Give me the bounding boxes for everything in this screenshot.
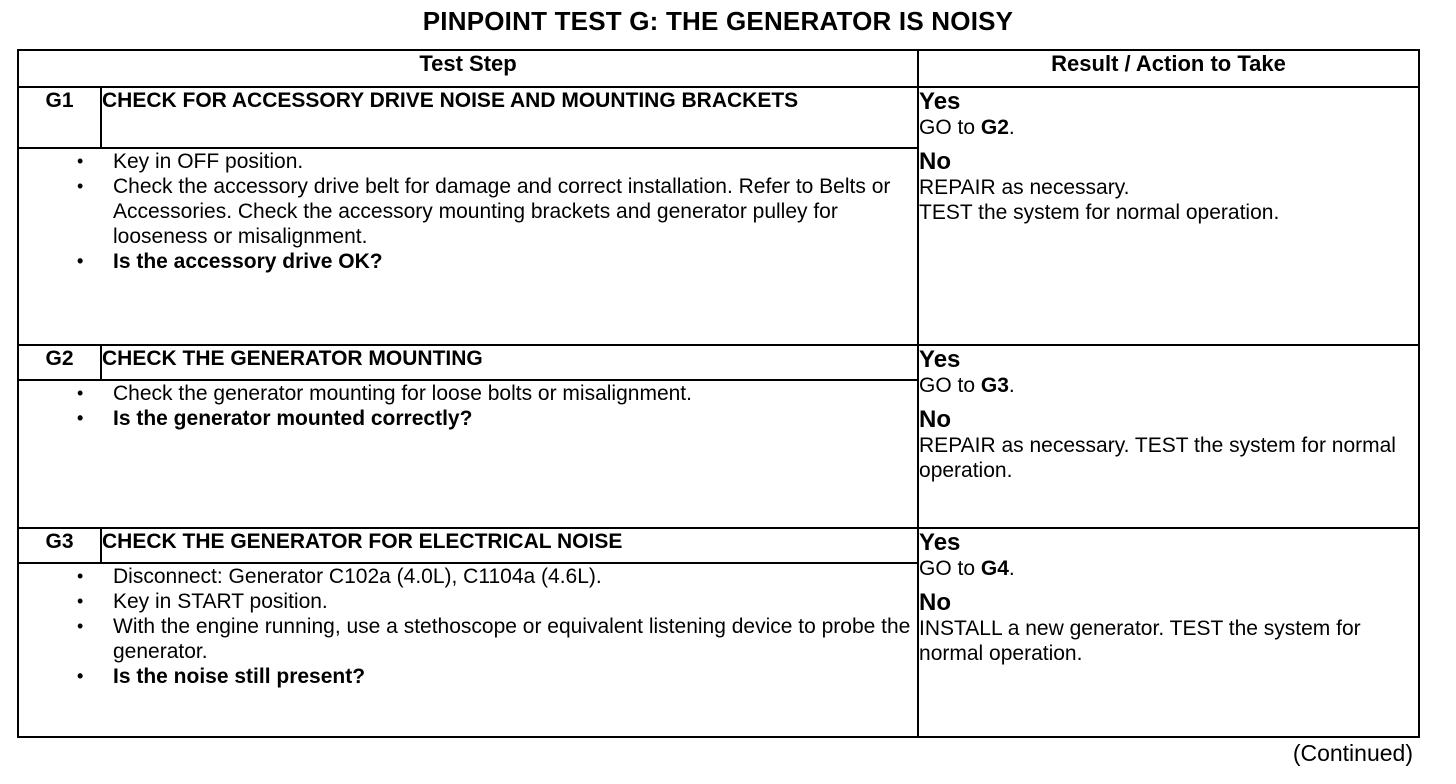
yes-target: G2	[980, 116, 1009, 139]
step-question: • Is the generator mounted correctly?	[113, 406, 917, 431]
yes-action: GO to G4.	[919, 557, 1015, 580]
yes-label: Yes	[919, 529, 961, 556]
continued-note: (Continued)	[1292, 740, 1413, 766]
no-label: No	[919, 589, 952, 616]
result-header: Result / Action to Take	[918, 50, 1419, 87]
bullet-item: • With the engine running, use a stethoscope or equivalent listening device to probe the generator.	[113, 614, 917, 664]
bullet-item: • Key in OFF position.	[113, 149, 917, 174]
step-id: G3	[18, 528, 101, 563]
test-step-header: Test Step	[18, 50, 918, 87]
yes-action-text: GO to	[919, 374, 976, 397]
page-title: PINPOINT TEST G: THE GENERATOR IS NOISY	[422, 6, 1014, 36]
step-result	[918, 345, 1419, 528]
yes-target: G3	[980, 374, 1009, 397]
no-label: No	[919, 148, 952, 175]
bullet-item: • Check the generator mounting for loose bolts or misalignment.	[113, 381, 917, 406]
step-body	[18, 380, 918, 528]
step-title-row	[18, 87, 1419, 148]
header-row	[18, 50, 1419, 87]
no-action: REPAIR as necessary. TEST the system for normal operation.	[919, 434, 1396, 482]
step-title-row	[18, 345, 1419, 380]
step-id: G2	[18, 345, 101, 380]
step-body	[18, 148, 918, 345]
step-id: G1	[18, 87, 101, 148]
step-title: CHECK THE GENERATOR FOR ELECTRICAL NOISE	[101, 528, 918, 563]
step-body	[18, 563, 918, 737]
step-question: • Is the noise still present?	[113, 664, 917, 689]
bullet-item: • Key in START position.	[113, 589, 917, 614]
yes-action: GO to G3.	[919, 374, 1015, 397]
no-action: REPAIR as necessary.	[919, 176, 1130, 199]
no-action: INSTALL a new generator. TEST the system for normal operation.	[919, 617, 1361, 665]
step-title: CHECK THE GENERATOR MOUNTING	[101, 345, 918, 380]
step-bullets	[19, 381, 917, 431]
pinpoint-test-table	[17, 49, 1420, 738]
step-title: CHECK FOR ACCESSORY DRIVE NOISE AND MOUNTING BRACKETS	[101, 87, 918, 148]
bullet-item: • Check the accessory drive belt for damage and correct installation. Refer to Belts or Accessories. Check the accessory mounting brackets and generator pulley for looseness or misalignment.	[113, 174, 917, 249]
yes-action-text: GO to	[919, 557, 976, 580]
step-result	[918, 87, 1419, 345]
yes-action-text: GO to	[919, 116, 976, 139]
yes-label: Yes	[919, 88, 961, 115]
step-bullets	[19, 564, 917, 689]
yes-target: G4	[980, 557, 1009, 580]
bullet-item: • Disconnect: Generator C102a (4.0L), C1104a (4.6L).	[113, 564, 917, 589]
no-label: No	[919, 406, 952, 433]
step-result	[918, 528, 1419, 737]
yes-label: Yes	[919, 346, 961, 373]
yes-action: GO to G2.	[919, 116, 1015, 139]
no-action-2: TEST the system for normal operation.	[919, 201, 1280, 224]
step-question: • Is the accessory drive OK?	[113, 249, 917, 274]
step-title-row	[18, 528, 1419, 563]
step-bullets	[19, 149, 917, 274]
